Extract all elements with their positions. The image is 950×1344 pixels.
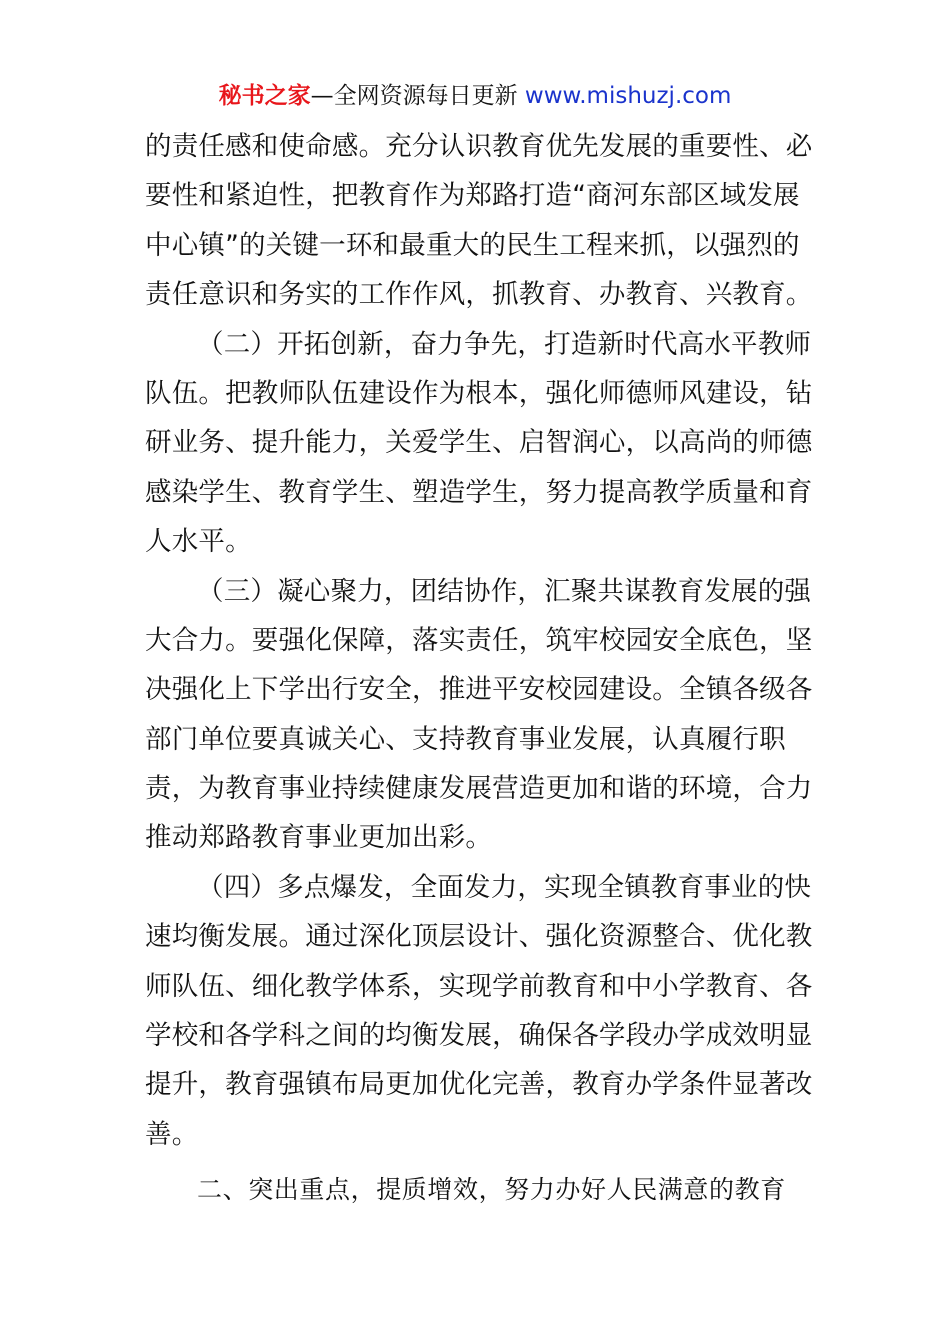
body-line: 速均衡发展。通过深化顶层设计、强化资源整合、优化教 xyxy=(145,921,813,953)
body-line: 责，为教育事业持续健康发展营造更加和谐的环境，合力 xyxy=(145,773,813,805)
body-line: 中心镇”的关键一环和最重大的民生工程来抓，以强烈的 xyxy=(145,229,800,261)
body-line: 决强化上下学出行安全，推进平安校园建设。全镇各级各 xyxy=(145,674,813,706)
site-url-link[interactable]: www.mishuzj.com xyxy=(524,83,732,109)
chapter-two-heading: 二、突出重点，提质增效，努力办好人民满意的教育 xyxy=(197,1175,786,1205)
site-header xyxy=(0,80,950,112)
body-line: 善。 xyxy=(145,1118,199,1150)
body-line: 大合力。要强化保障，落实责任，筑牢校园安全底色，坚 xyxy=(145,624,813,656)
body-line: 责任意识和务实的工作作风，抓教育、办教育、兴教育。 xyxy=(145,279,813,311)
body-line: 感染学生、教育学生、塑造学生，努力提高教学质量和育 xyxy=(145,476,813,508)
body-line: 人水平。 xyxy=(145,526,252,558)
section-four-heading-line: （四）多点爆发，全面发力，实现全镇教育事业的快 xyxy=(197,871,812,903)
body-line: 提升，教育强镇布局更加优化完善，教育办学条件显著改 xyxy=(145,1069,813,1101)
section-two-heading-line: （二）开拓创新，奋力争先，打造新时代高水平教师 xyxy=(197,328,812,360)
body-line: 部门单位要真诚关心、支持教育事业发展，认真履行职 xyxy=(145,723,786,755)
body-line: 学校和各学科之间的均衡发展，确保各学段办学成效明显 xyxy=(145,1020,813,1052)
body-line: 推动郑路教育事业更加出彩。 xyxy=(145,822,493,854)
document-body xyxy=(145,122,815,1215)
body-line: 研业务、提升能力，关爱学生、启智润心，以高尚的师德 xyxy=(145,427,813,459)
site-brand: 秘书之家 xyxy=(218,83,311,109)
body-line: 队伍。把教师队伍建设作为根本，强化师德师风建设，钻 xyxy=(145,377,813,409)
section-three-heading-line: （三）凝心聚力，团结协作，汇聚共谋教育发展的强 xyxy=(197,575,812,607)
body-line: 的责任感和使命感。充分认识教育优先发展的重要性、必 xyxy=(145,131,813,162)
site-tagline: —全网资源每日更新 xyxy=(310,83,525,109)
body-line: 要性和紧迫性，把教育作为郑路打造“商河东部区域发展 xyxy=(145,180,800,212)
body-line: 师队伍、细化教学体系，实现学前教育和中小学教育、各 xyxy=(145,970,813,1002)
